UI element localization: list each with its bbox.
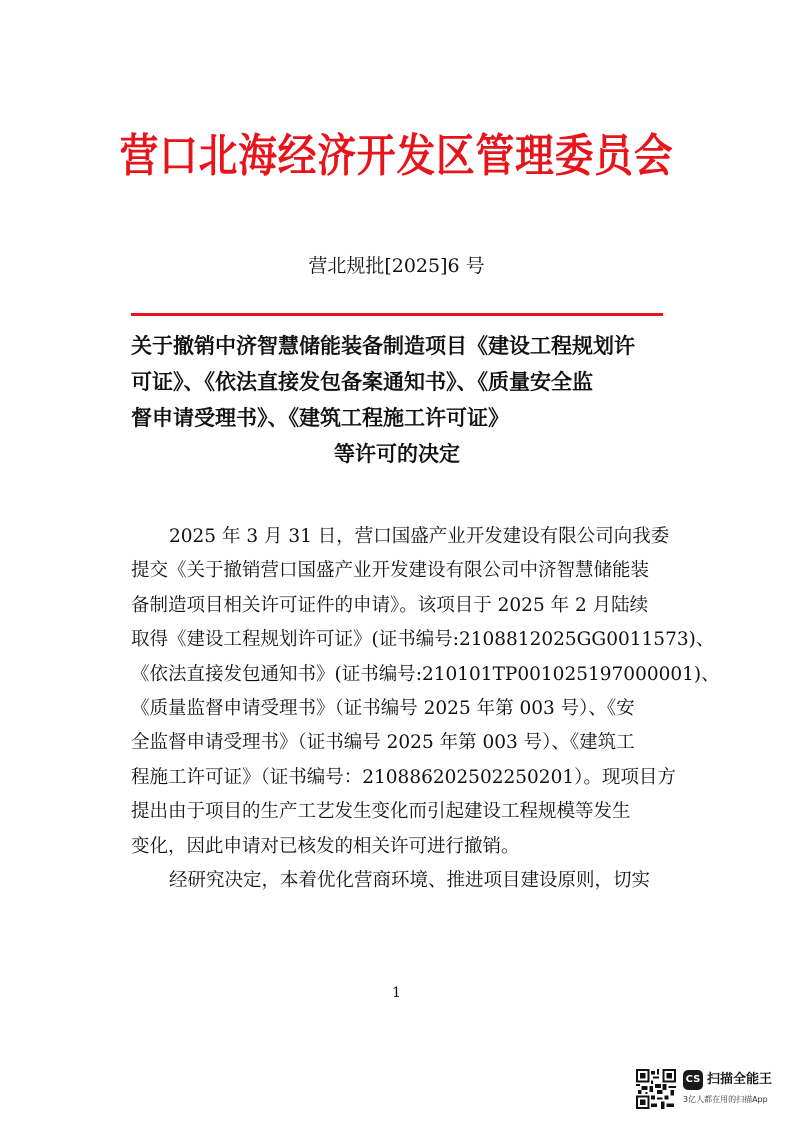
body-line: 经研究决定，本着优化营商环境、推进项目建设原则，切实 xyxy=(169,870,651,892)
body-line: 提交《关于撤销营口国盛产业开发建设有限公司中济智慧储能装 xyxy=(131,560,650,582)
body-line: 取得《建设工程规划许可证》(证书编号:2108812025GG0011573)、 xyxy=(131,629,715,651)
decision-title xyxy=(131,328,691,472)
document-number: 营北规批[2025]6 号 xyxy=(308,255,485,277)
body-line: 提出由于项目的生产工艺发生变化而引起建设工程规模等发生 xyxy=(131,801,631,823)
decision-title-line: 督申请受理书》、《建筑工程施工许可证》 xyxy=(131,406,509,430)
decision-title-line: 等许可的决定 xyxy=(334,442,460,466)
red-divider xyxy=(131,313,663,316)
body-text xyxy=(131,520,720,898)
body-line: 备制造项目相关许可证件的申请》。该项目于 2025 年 2 月陆续 xyxy=(131,594,649,616)
body-line: 《质量监督申请受理书》（证书编号 2025 年第 003 号）、《安 xyxy=(131,698,635,720)
body-line: 《依法直接发包通知书》(证书编号:210101TP001025197000001)、 xyxy=(131,663,720,685)
scanner-watermark xyxy=(636,1064,786,1114)
body-line: 变化，因此申请对已核发的相关许可进行撤销。 xyxy=(131,835,520,857)
body-line: 2025 年 3 月 31 日，营口国盛产业开发建设有限公司向我委 xyxy=(169,526,670,547)
camscanner-logo-icon: CS xyxy=(683,1070,703,1090)
watermark-brand-name: 扫描全能王 xyxy=(707,1072,773,1087)
issuing-authority-title: 营口北海经济开发区管理委员会 xyxy=(119,129,674,182)
body-line: 程施工许可证》（证书编号：210886202502250201）。现项目方 xyxy=(131,766,676,788)
page-number: 1 xyxy=(392,985,401,1001)
decision-title-line: 可证》、《依法直接发包备案通知书》、《质量安全监 xyxy=(131,370,593,394)
decision-title-line: 关于撤销中济智慧储能装备制造项目《建设工程规划许 xyxy=(131,334,635,358)
watermark-slogan: 3亿人都在用的扫描App xyxy=(683,1095,768,1104)
qr-code-icon xyxy=(636,1069,676,1109)
body-line: 全监督申请受理书》（证书编号 2025 年第 003 号）、《建筑工 xyxy=(131,732,635,754)
